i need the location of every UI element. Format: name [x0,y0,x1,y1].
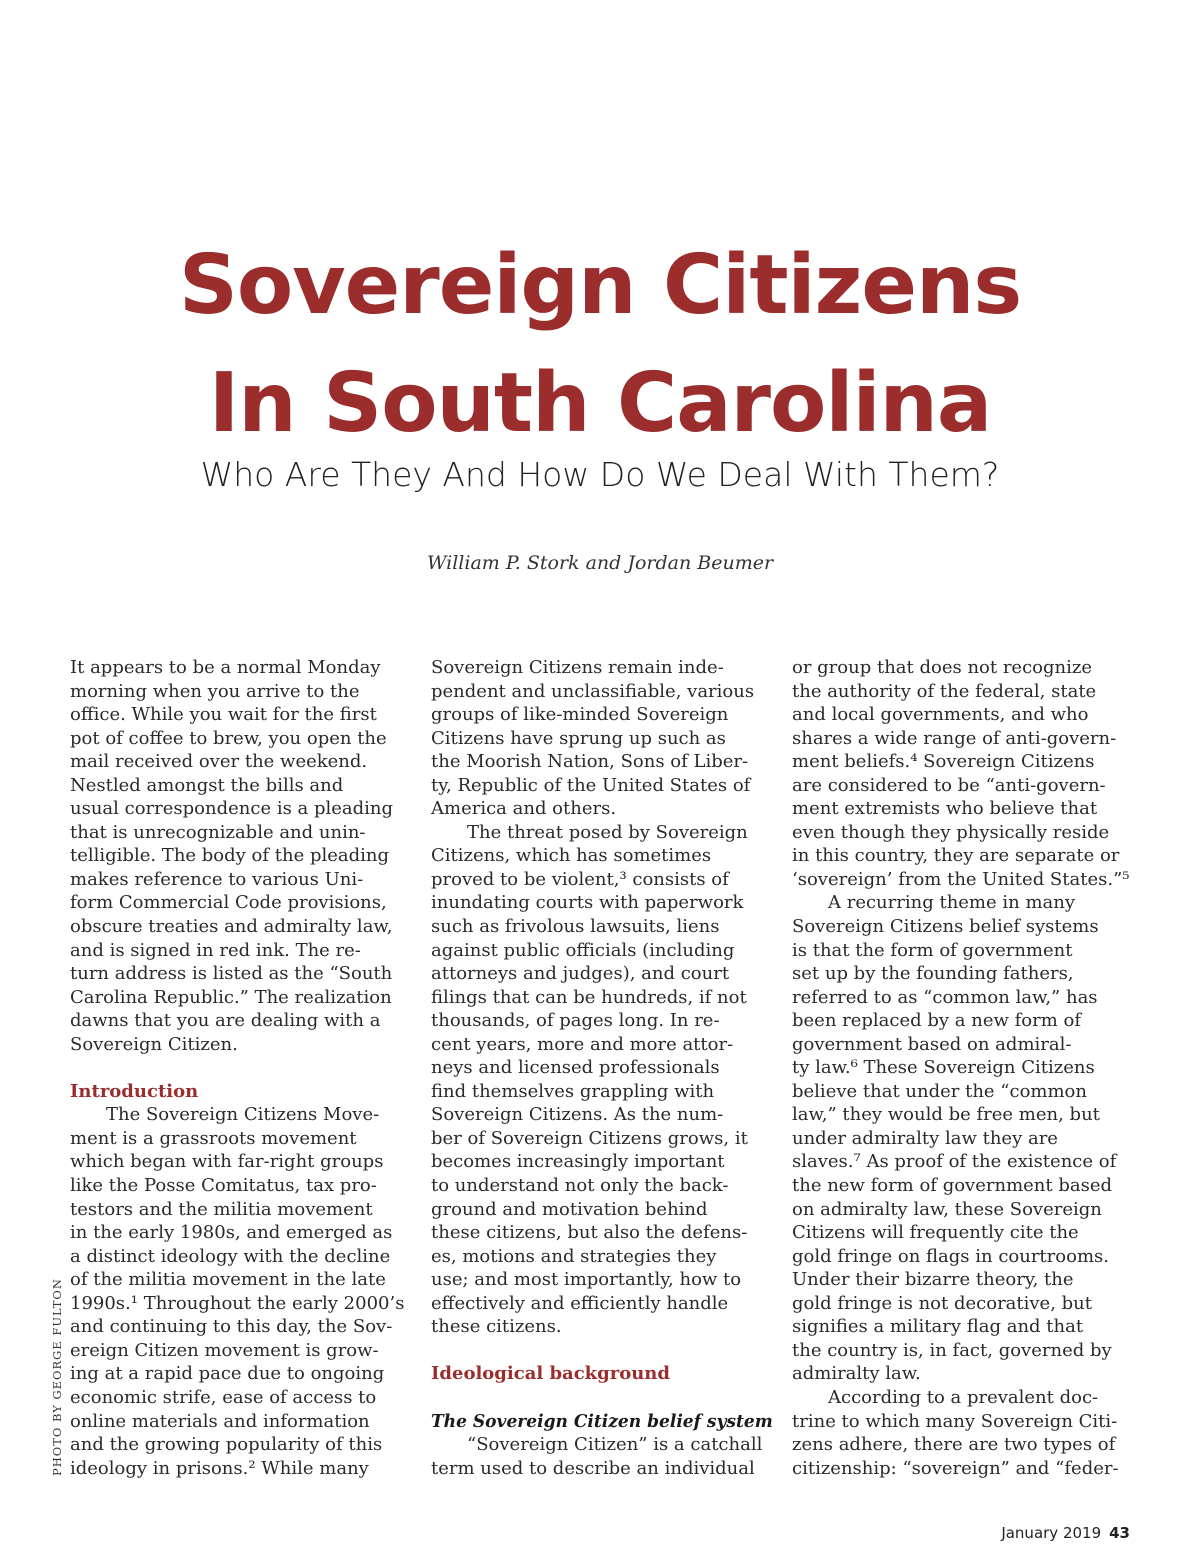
body-text-line: ment extremists who believe that [792,798,1098,820]
text-column-2 [431,656,771,1480]
body-text-line: Sovereign Citizens. As the num- [431,1104,724,1126]
paragraph-gap [431,1386,771,1410]
section-subheading: The Sovereign Citizen belief system [431,1410,773,1432]
body-text-line: becomes increasingly important [431,1151,725,1173]
issue-date: January 2019 [1001,1524,1102,1542]
body-text-line: trine to which many Sovereign Citi- [792,1410,1118,1432]
paragraph-gap [431,1339,771,1363]
body-text-line: ground and motivation behind [431,1198,708,1220]
body-text-line: law,” they would be free men, but [792,1104,1100,1126]
body-text-line: “Sovereign Citizen” is a catchall [467,1434,763,1456]
body-text-line: Citizens have sprung up such as [431,727,726,749]
body-text-line: use; and most importantly, how to [431,1269,742,1291]
body-text-line: attorneys and judges), and court [431,963,730,985]
body-text-line: telligible. The body of the pleading [70,845,390,867]
body-text-line: office. While you wait for the first [70,704,377,726]
paragraph-gap [70,1056,410,1080]
body-text-line: es, motions and strategies they [431,1245,717,1267]
body-text-line: It appears to be a normal Monday [70,657,381,678]
body-text-line: obscure treaties and admiralty law, [70,916,393,938]
body-text-line: thousands, of pages long. In re- [431,1010,720,1032]
body-text-line: is that the form of government [792,939,1073,961]
body-text-line: the new form of government based [792,1175,1113,1197]
body-text-line: such as frivolous lawsuits, liens [431,916,720,938]
body-text-line: on admiralty law, these Sovereign [792,1198,1102,1220]
body-text-line: dawns that you are dealing with a [70,1010,381,1032]
article-subtitle: Who Are They And How Do We Deal With Them? [200,455,1000,494]
body-text-line: even though they physically reside [792,821,1110,843]
body-text-line: ty, Republic of the United States of [431,774,751,796]
body-text-line: zens adhere, there are two types of [792,1434,1116,1456]
body-text-line: in the early 1980s, and emerged as [70,1222,393,1244]
body-text-line: turn address is listed as the “South [70,963,393,985]
body-text-line: ideology in prisons.² While many [70,1457,369,1479]
author-byline: William P. Stork and Jordan Beumer [426,552,774,574]
body-text-line: effectively and efficiently handle [431,1292,729,1314]
body-text-line: Sovereign Citizens belief systems [792,916,1099,938]
body-text-line: pendent and unclassifiable, various [431,680,755,702]
body-text-line: The Sovereign Citizens Move- [106,1104,380,1126]
body-text-line: According to a prevalent doc- [828,1386,1099,1408]
body-text-line: economic strife, ease of access to [70,1386,377,1408]
body-text-line: admiralty law. [792,1363,921,1385]
body-text-line: testors and the militia movement [70,1198,373,1220]
body-text-line: mail received over the weekend. [70,751,368,773]
body-text-line: Citizens will frequently cite the [792,1222,1079,1244]
page-footer [1001,1524,1130,1542]
body-text-line: ber of Sovereign Citizens grows, it [431,1127,748,1149]
body-text-line: America and others. [431,798,617,820]
page-number: 43 [1109,1524,1130,1542]
body-text-line: which began with far-right groups [70,1151,384,1173]
body-text-line: find themselves grappling with [431,1080,715,1102]
body-text-line: A recurring theme in many [828,892,1076,914]
body-text-line: filings that can be hundreds, if not [431,986,747,1008]
body-text-line: of the militia movement in the late [70,1269,386,1291]
body-text-line: government based on admiral- [792,1033,1072,1055]
body-text-line: ment beliefs.⁴ Sovereign Citizens [792,751,1095,773]
section-heading: Ideological background [431,1363,670,1385]
body-text-line: these citizens, but also the defens- [431,1222,748,1244]
body-text-line: neys and licensed professionals [431,1057,720,1079]
text-column-3 [792,656,1132,1480]
body-text-line: signifies a military flag and that [792,1316,1084,1338]
body-text-line: gold fringe on flags in courtrooms. [792,1245,1109,1267]
body-text-line: the Moorish Nation, Sons of Liber- [431,751,749,773]
body-text-line: that is unrecognizable and unin- [70,821,366,843]
body-text-line: and local governments, and who [792,704,1089,726]
body-text-line: the country is, in fact, governed by [792,1339,1112,1361]
body-text-line: Sovereign Citizens remain inde- [431,657,724,678]
body-text-line: Under their bizarre theory, the [792,1269,1074,1291]
body-text-line: and the growing popularity of this [70,1434,383,1456]
body-text-line: morning when you arrive to the [70,680,360,702]
body-text-line: set up by the founding fathers, [792,963,1074,985]
article-title-line-1: Sovereign Citizens [178,238,1022,333]
body-text-line: in this country, they are separate or [792,845,1120,867]
body-text-line: online materials and information [70,1410,370,1432]
body-text-line: usual correspondence is a pleading [70,798,394,820]
body-text-line: cent years, more and more attor- [431,1033,734,1055]
body-text-line: inundating courts with paperwork [431,892,744,914]
body-text-line: referred to as “common law,” has [792,986,1098,1008]
body-text-line: to understand not only the back- [431,1175,729,1197]
article-title-line-2: In South Carolina [208,356,992,451]
body-text-line: Carolina Republic.” The realization [70,986,392,1008]
body-text-line: Nestled amongst the bills and [70,774,344,796]
body-text-line: shares a wide range of anti-govern- [792,727,1117,749]
body-text-line: ing at a rapid pace due to ongoing [70,1363,385,1385]
body-text-line: these citizens. [431,1316,562,1338]
body-text-line: believe that under the “common [792,1080,1087,1102]
body-text-line: proved to be violent,³ consists of [431,868,729,890]
body-text-line: the authority of the federal, state [792,680,1097,702]
body-text-line: ereign Citizen movement is grow- [70,1339,379,1361]
body-text-line: pot of coffee to brew, you open the [70,727,387,749]
body-text-line: and is signed in red ink. The re- [70,939,361,961]
body-text-line: ty law.⁶ These Sovereign Citizens [792,1057,1095,1079]
body-text-line: makes reference to various Uni- [70,868,364,890]
body-text-line: ment is a grassroots movement [70,1127,357,1149]
body-text-line: The threat posed by Sovereign [467,821,748,843]
body-text-line: slaves.⁷ As proof of the existence of [792,1151,1117,1173]
body-text-line: Sovereign Citizen. [70,1033,238,1055]
body-text-line: under admiralty law they are [792,1127,1058,1149]
body-text-line: Citizens, which has sometimes [431,845,712,867]
body-text-line: a distinct ideology with the decline [70,1245,391,1267]
body-text-line: groups of like-minded Sovereign [431,704,729,726]
section-heading: Introduction [70,1080,199,1102]
body-text-line: ‘sovereign’ from the United States.”⁵ [792,868,1130,890]
body-text-line: 1990s.¹ Throughout the early 2000’s [70,1292,405,1314]
body-text-line: form Commercial Code provisions, [70,892,387,914]
body-text-line: and continuing to this day, the Sov- [70,1316,393,1338]
body-text-line: or group that does not recognize [792,657,1093,678]
body-text-line: been replaced by a new form of [792,1010,1082,1032]
photo-credit: PHOTO BY GEORGE FULTON [50,1278,64,1476]
body-text-line: are considered to be “anti-govern- [792,774,1106,796]
body-text-line: against public officials (including [431,939,735,961]
body-text-line: citizenship: “sovereign” and “feder- [792,1457,1119,1479]
body-text-line: like the Posse Comitatus, tax pro- [70,1175,377,1197]
body-text-line: term used to describe an individual [431,1457,755,1479]
body-text-line: gold fringe is not decorative, but [792,1292,1093,1314]
text-column-1 [70,656,410,1480]
